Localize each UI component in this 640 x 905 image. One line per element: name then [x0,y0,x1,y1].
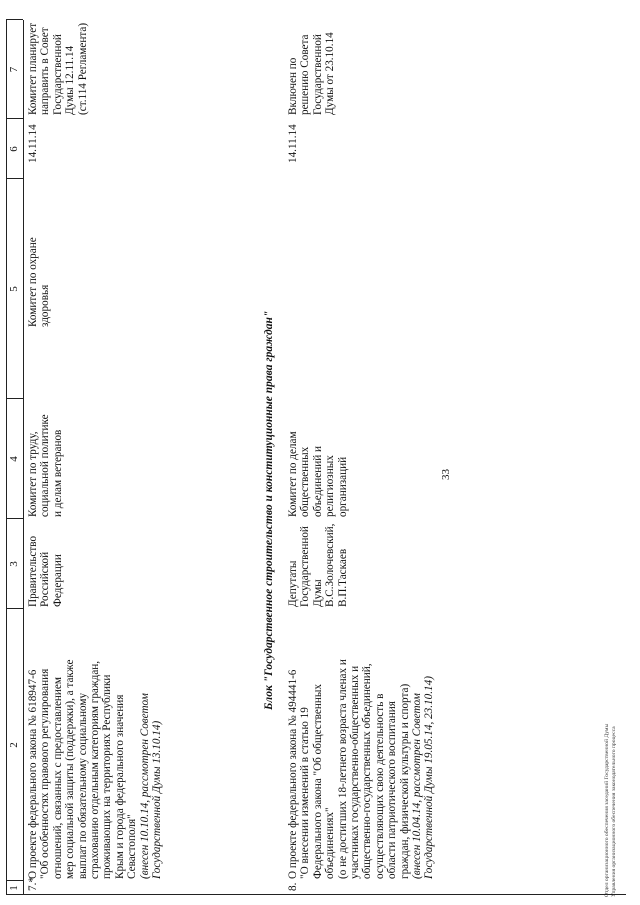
row-7-date: 14.11.14 [27,124,39,163]
title-line: области патриотического воспитания [386,701,399,879]
status-line: Включен по [287,57,299,115]
table-left-border [6,894,626,895]
title-line: (о не достигших 18-летнего возраста членах и [336,659,349,879]
responsible-line: религиозных [324,455,337,517]
row-8-number: 8. [287,882,299,891]
title-line: страхованию отдельным категориям граждан, [89,660,102,879]
note-line: (внесен 10.04.14, рассмотрен Советом [411,693,424,879]
note-line: (внесен 10.10.14, рассмотрен Советом [138,693,151,879]
status-line: Государственной [311,34,324,115]
status-line: Государственной [51,34,64,115]
header-col-4: 4 [8,456,20,462]
title-line: общественно-государственных объединений, [361,663,374,879]
status-line: Думы 12.11.14 [64,45,77,115]
footer-line: Отдел организационного обеспечения заседаний Государственной Думы [604,723,610,897]
status-line: Думы от 23.10.14 [324,32,337,115]
footer [604,724,618,897]
row-8-responsible-committee [287,431,349,517]
title-line: граждан, физической культуры и спорта) [398,683,411,879]
title-line: отношений, связанных с предоставлением [51,677,64,879]
row-7-number: 7.* [27,877,39,891]
responsible-line: объединений и [311,446,324,517]
row-8-status [287,32,337,115]
header-col-7: 7 [8,66,20,73]
title-line: "О внесении изменений в статью 19 [299,707,312,879]
responsible-line: и делам ветеранов [51,429,64,517]
row-7-status [27,23,89,115]
coexecutor-line: здоровья [39,284,52,327]
status-line: Комитет планирует [27,22,39,115]
title-line: О проекте федерального закона № 618947-6 [27,669,39,879]
header-col-6: 6 [8,146,20,152]
block-title: Блок "Государственное строительство и конституционные права граждан" [263,310,275,710]
header-col-1: 1 [8,885,20,891]
note-line: Государственной Думы 13.10.14) [151,720,164,879]
responsible-line: организаций [336,456,349,517]
row-7-coexecutor [27,237,52,327]
status-line: направить в Совет [39,27,52,115]
initiator-line: Федерации [51,554,64,607]
title-line: Крым и города федерального значения [113,694,126,879]
title-line: проживающих на территориях Республики [101,674,114,879]
initiator-line: Государственной [299,526,312,607]
title-line: выплат по обязательному социальному [76,692,89,879]
title-line: осуществляющих свою деятельность в [373,693,386,879]
status-line: решению Совета [299,34,312,115]
row-7-initiator [27,536,64,607]
coexecutor-line: Комитет по охране [27,237,39,327]
title-line: Севастополя" [126,814,139,879]
row-7-responsible-committee [27,414,64,517]
responsible-line: Комитет по труду, [27,431,39,517]
initiator-line: Депутаты [287,560,299,607]
title-line: Федерального закона "Об общественных [311,684,324,879]
header-col-3: 3 [8,561,20,567]
initiator-line: Российской [39,551,52,607]
title-line: О проекте федерального закона № 494441-6 [287,669,299,879]
responsible-line: общественных [299,446,312,517]
initiator-line: В.С.Золочевский, [324,523,337,607]
title-line: мер социальной защиты (поддержки), а также [64,659,77,879]
initiator-line: Думы [311,579,324,607]
header-col-5: 5 [8,286,20,292]
row-7-title [27,660,163,879]
title-line: объединениях" [324,807,337,879]
initiator-line: Правительство [27,535,39,607]
table-header-bottom-border [23,20,24,895]
responsible-line: социальной политике [39,414,52,517]
status-line: (ст.114 Регламента) [76,22,89,115]
row-8-title [287,659,436,879]
row-8-date: 14.11.14 [287,124,299,163]
header-col-2: 2 [8,742,20,748]
footer-line: Управления организационного обеспечения законодательного процесса [611,726,617,897]
title-line: участниках государственно-общественных и [349,665,362,879]
initiator-line: В.П.Таскаев [336,548,349,607]
title-line: "Об особенностях правового регулирования [39,668,52,879]
note-line: Государственной Думы 19.05.14, 23.10.14) [423,676,436,879]
row-8-initiator [287,524,349,607]
responsible-line: Комитет по делам [287,431,299,517]
page-number: 33 [440,469,452,480]
